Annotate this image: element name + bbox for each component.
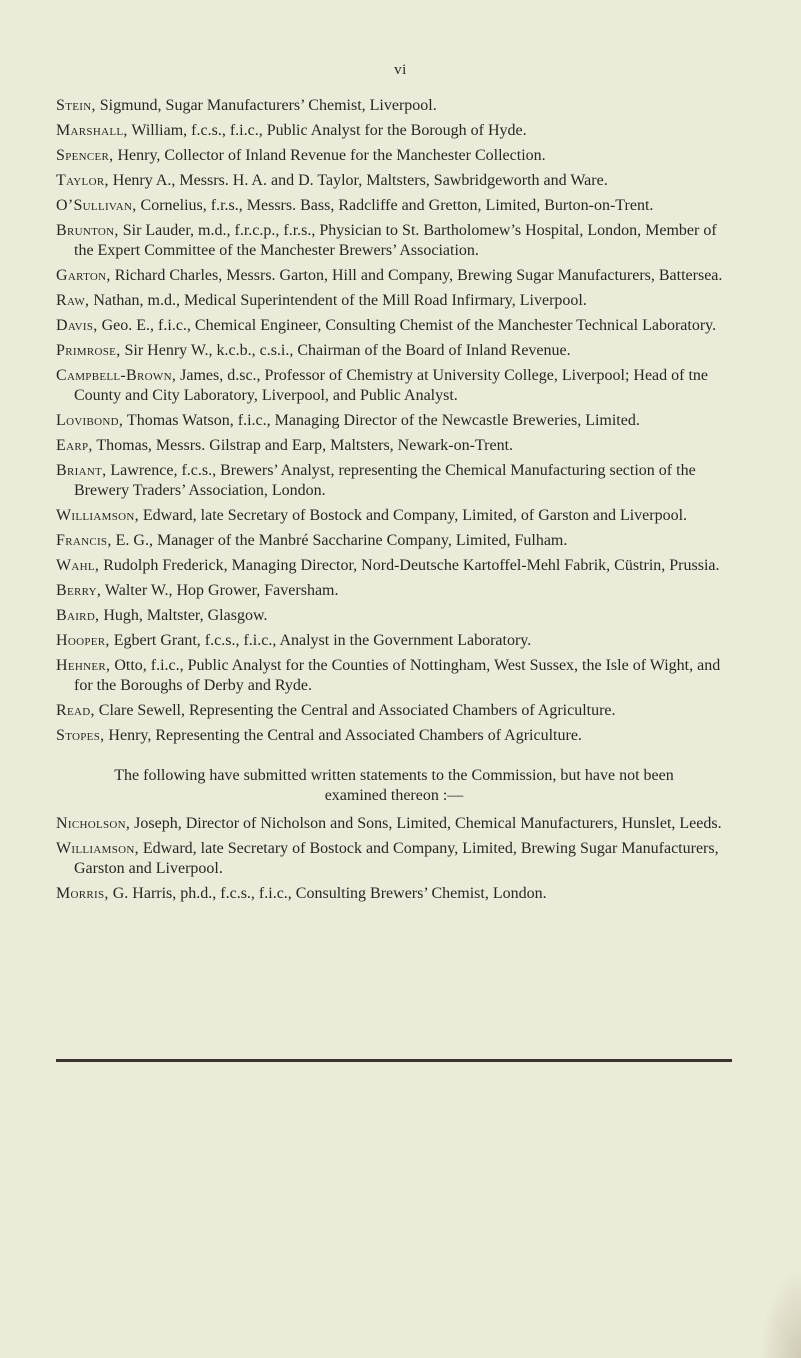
witness-entry [56,581,732,601]
witness-surname: Spencer, [56,147,114,164]
written-statements-intro: The following have submitted written statements to the Commission, but have not been examined thereon :— [114,767,674,804]
witness-description: William, f.c.s., f.i.c., Public Analyst for the Borough of Hyde. [127,122,527,139]
witness-surname: Garton, [56,267,111,284]
witness-surname: Francis, [56,532,112,549]
witness-description: Henry A., Messrs. H. A. and D. Taylor, Maltsters, Sawbridgeworth and Ware. [108,172,608,189]
witness-entry [56,884,732,904]
witness-surname: Morris, [56,885,109,902]
witness-surname: Taylor, [56,172,109,189]
page-number: vi [394,62,407,78]
written-statement-witnesses [56,814,732,904]
witness-description: Richard Charles, Messrs. Garton, Hill and Company, Brewing Sugar Manufacturers, Battersea. [110,267,723,284]
witness-entry [56,556,732,576]
witness-description: Lawrence, f.c.s., Brewers’ Analyst, representing the Chemical Manufacturing section of the Brewery Traders’ Association, London. [74,462,696,499]
witness-surname: Nicholson, [56,815,131,832]
witness-surname: Williamson, [56,840,139,857]
witness-entry [56,506,732,526]
witness-surname: Briant, [56,462,107,479]
witness-surname: Davis, [56,317,98,334]
witness-surname: O’Sullivan, [56,197,137,214]
examined-witnesses [56,96,732,746]
witness-entry [56,266,732,286]
closing-rule [56,1059,732,1062]
witness-description: Egbert Grant, f.c.s., f.i.c., Analyst in the Government Laboratory. [109,632,532,649]
witness-description: Henry, Representing the Central and Associated Chambers of Agriculture. [104,727,582,744]
witness-entry [56,531,732,551]
witness-entry [56,656,732,696]
witness-description: Joseph, Director of Nicholson and Sons, Limited, Chemical Manufacturers, Hunslet, Leeds. [130,815,722,832]
witness-surname: Read, [56,702,95,719]
witness-surname: Hooper, [56,632,110,649]
witness-entry [56,436,732,456]
witness-surname: Primrose, [56,342,121,359]
witness-description: E. G., Manager of the Manbré Saccharine Company, Limited, Fulham. [111,532,568,549]
witness-description: Nathan, m.d., Medical Superintendent of the Mill Road Infirmary, Liverpool. [89,292,587,309]
witness-entry [56,606,732,626]
witness-description: Walter W., Hop Grower, Faversham. [101,582,339,599]
witness-description: Hugh, Maltster, Glasgow. [99,607,268,624]
witness-surname: Marshall, [56,122,128,139]
witness-description: Otto, f.i.c., Public Analyst for the Counties of Nottingham, West Sussex, the Isle of Wight, and for the Boroughs of Derby and Ryde. [74,657,721,694]
witness-entry [56,291,732,311]
witness-surname: Raw, [56,292,90,309]
witness-surname: Baird, [56,607,100,624]
witness-description: Edward, late Secretary of Bostock and Company, Limited, of Garston and Liverpool. [138,507,688,524]
witness-description: Henry, Collector of Inland Revenue for the Manchester Collection. [113,147,546,164]
witness-description: Geo. E., f.i.c., Chemical Engineer, Consulting Chemist of the Manchester Technical Laboratory. [97,317,717,334]
witness-entry [56,171,732,191]
witness-entry [56,726,732,746]
witness-description: James, d.sc., Professor of Chemistry at University College, Liverpool; Head of tne County and City Laboratory, Liverpool, and Public Analyst. [74,367,709,404]
witness-surname: Lovibond, [56,412,124,429]
witness-description: Thomas, Messrs. Gilstrap and Earp, Maltsters, Newark-on-Trent. [92,437,514,454]
witness-description: Sir Lauder, m.d., f.r.c.p., f.r.s., Physician to St. Bartholomew’s Hospital, London, Member of the Expert Committee of the Manchester Brewers’ Association. [74,222,717,259]
witness-surname: Earp, [56,437,93,454]
witness-entry [56,631,732,651]
witness-description: Sir Henry W., k.c.b., c.s.i., Chairman of the Board of Inland Revenue. [120,342,571,359]
witness-description: Clare Sewell, Representing the Central and Associated Chambers of Agriculture. [94,702,616,719]
witness-description: Edward, late Secretary of Bostock and Company, Limited, Brewing Sugar Manufacturers, Garston and Liverpool. [74,840,719,877]
witness-entry [56,341,732,361]
witness-description: Thomas Watson, f.i.c., Managing Director of the Newcastle Breweries, Limited. [123,412,640,429]
witness-surname: Stopes, [56,727,105,744]
witness-surname: Wahl, [56,557,100,574]
witness-description: G. Harris, ph.d., f.c.s., f.i.c., Consulting Brewers’ Chemist, London. [108,885,547,902]
witness-entry [56,461,732,501]
witness-entry [56,839,732,879]
witness-surname: Campbell-Brown, [56,367,177,384]
witness-entry [56,121,732,141]
witness-entry [56,366,732,406]
witness-entry [56,196,732,216]
witness-surname: Berry, [56,582,102,599]
witness-surname: Williamson, [56,507,139,524]
witness-surname: Brunton, [56,222,119,239]
witness-entry [56,96,732,116]
paper-stain [759,1268,801,1358]
witness-surname: Stein, [56,97,96,114]
witness-description: Sigmund, Sugar Manufacturers’ Chemist, Liverpool. [95,97,437,114]
witness-entry [56,316,732,336]
witness-entry [56,221,732,261]
witness-entry [56,411,732,431]
witness-entry [56,701,732,721]
witness-entry [56,146,732,166]
witness-surname: Hehner, [56,657,111,674]
witness-entry [56,814,732,834]
witness-description: Cornelius, f.r.s., Messrs. Bass, Radcliffe and Gretton, Limited, Burton-on-Trent. [136,197,654,214]
witness-list [56,96,732,909]
witness-description: Rudolph Frederick, Managing Director, Nord-Deutsche Kartoffel-Mehl Fabrik, Cüstrin, Prussia. [99,557,720,574]
